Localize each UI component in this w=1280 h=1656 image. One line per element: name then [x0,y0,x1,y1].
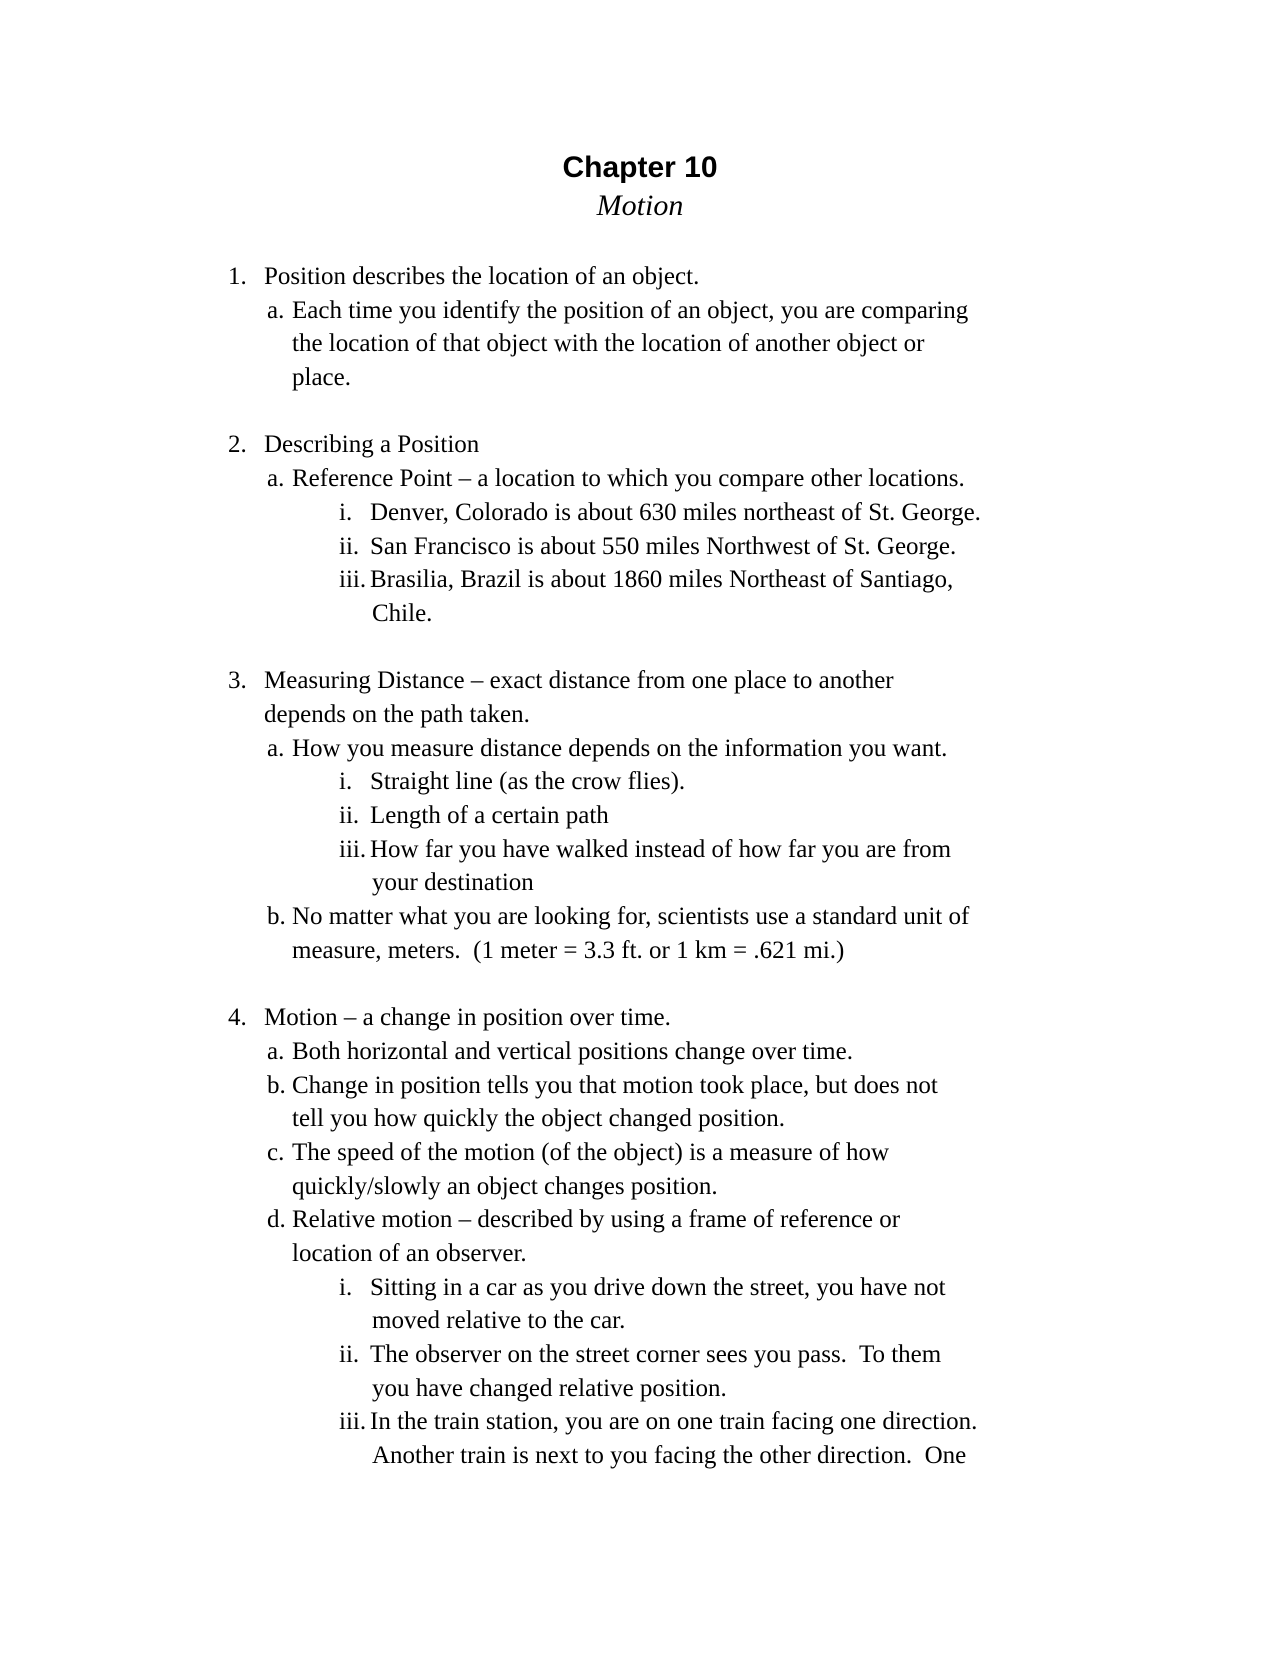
outline-line [0,327,1280,361]
blank-line [0,631,1280,665]
list-marker: iii. [339,566,367,594]
outline-line [0,1405,1280,1439]
outline-text: Measuring Distance – exact distance from one place to another [264,667,894,695]
outline-line [0,732,1280,766]
page-title: Chapter 10 [562,151,718,184]
outline-text: Position describes the location of an object. [264,263,700,290]
outline-text: moved relative to the car. [372,1307,626,1335]
outline-line [0,1338,1280,1372]
outline-text: your destination [372,869,534,897]
outline-text: Chile. [372,599,433,627]
blank-line [0,967,1280,1001]
outline-text: How far you have walked instead of how far you are from [370,835,952,863]
outline-line [0,530,1280,564]
page-subtitle: Motion [596,189,684,222]
outline-line [0,664,1280,698]
outline-text: Brasilia, Brazil is about 1860 miles Northeast of Santiago, [370,566,954,594]
outline-text: location of an observer. [292,1239,527,1267]
outline-text: Another train is next to you facing the other direction. One [372,1442,967,1470]
outline-text: Motion – a change in position over time. [264,1004,671,1032]
outline-line [0,833,1280,867]
outline-text: the location of that object with the location of another object or [292,330,925,358]
outline-line [0,1035,1280,1069]
outline-line [0,496,1280,530]
outline-line [0,597,1280,631]
outline-text: The observer on the street corner sees you pass. To them [370,1341,942,1368]
list-marker: 3. [228,667,247,695]
outline-text: you have changed relative position. [372,1374,727,1402]
outline-text: In the train station, you are on one train facing one direction. [370,1408,978,1436]
outline-line [0,866,1280,900]
outline-line [0,1203,1280,1237]
outline-line [0,1372,1280,1406]
outline-text: Relative motion – described by using a frame of reference or [292,1206,901,1234]
list-marker: i. [339,498,353,526]
outline-line [0,294,1280,328]
outline-text: measure, meters. (1 meter = 3.3 ft. or 1 km = .621 mi.) [292,936,845,964]
list-marker: i. [339,1273,353,1301]
list-marker: iii. [339,835,367,863]
list-marker: b. [267,1071,286,1099]
outline-line [0,1136,1280,1170]
outline-text: No matter what you are looking for, scientists use a standard unit of [292,903,970,931]
outline-text: Sitting in a car as you drive down the street, you have not [370,1273,946,1301]
list-marker: a. [267,734,285,762]
document-header [0,0,1280,225]
outline-text: Straight line (as the crow flies). [370,768,686,796]
outline-line [0,1001,1280,1035]
outline-text: quickly/slowly an object changes position. [292,1172,718,1200]
outline-line [0,260,1280,294]
list-marker: c. [267,1138,285,1166]
list-marker: a. [267,296,285,324]
list-marker: iii. [339,1408,367,1436]
outline-text: San Francisco is about 550 miles Northwest of St. George. [370,532,957,560]
list-marker: ii. [339,1341,360,1368]
list-marker: 1. [228,263,247,290]
list-marker: 2. [228,431,247,459]
outline-line [0,765,1280,799]
list-marker: ii. [339,802,360,829]
outline-text: Denver, Colorado is about 630 miles northeast of St. George. [370,498,981,526]
outline-line [0,462,1280,496]
list-marker: b. [267,903,286,931]
outline-line [0,698,1280,732]
outline-line [0,799,1280,833]
outline-text: The speed of the motion (of the object) is a measure of how [292,1138,890,1166]
outline-line [0,1439,1280,1473]
list-marker: i. [339,768,353,796]
outline-text: Both horizontal and vertical positions change over time. [292,1037,853,1065]
list-marker: ii. [339,532,360,560]
outline-text: Each time you identify the position of an object, you are comparing [292,296,969,324]
outline-line [0,1237,1280,1271]
outline-text: Change in position tells you that motion took place, but does not [292,1071,938,1099]
outline-line [0,1069,1280,1103]
outline-line [0,1271,1280,1305]
outline-line [0,934,1280,968]
outline-line [0,563,1280,597]
outline-line [0,361,1280,395]
list-marker: d. [267,1206,286,1234]
outline-text: Length of a certain path [370,802,609,829]
outline-list [0,260,1280,1473]
list-marker: 4. [228,1004,247,1032]
outline-text: How you measure distance depends on the information you want. [292,734,948,762]
outline-line [0,1304,1280,1338]
list-marker: a. [267,1037,285,1065]
outline-line [0,1170,1280,1204]
outline-text: place. [292,364,351,392]
list-marker: a. [267,465,285,493]
outline-line [0,900,1280,934]
outline-line [0,428,1280,462]
outline-text: Reference Point – a location to which you compare other locations. [292,465,965,493]
outline-text: Describing a Position [264,431,480,459]
outline-text: tell you how quickly the object changed position. [292,1105,785,1133]
outline-line [0,1102,1280,1136]
outline-text: depends on the path taken. [264,700,530,728]
blank-line [0,395,1280,429]
